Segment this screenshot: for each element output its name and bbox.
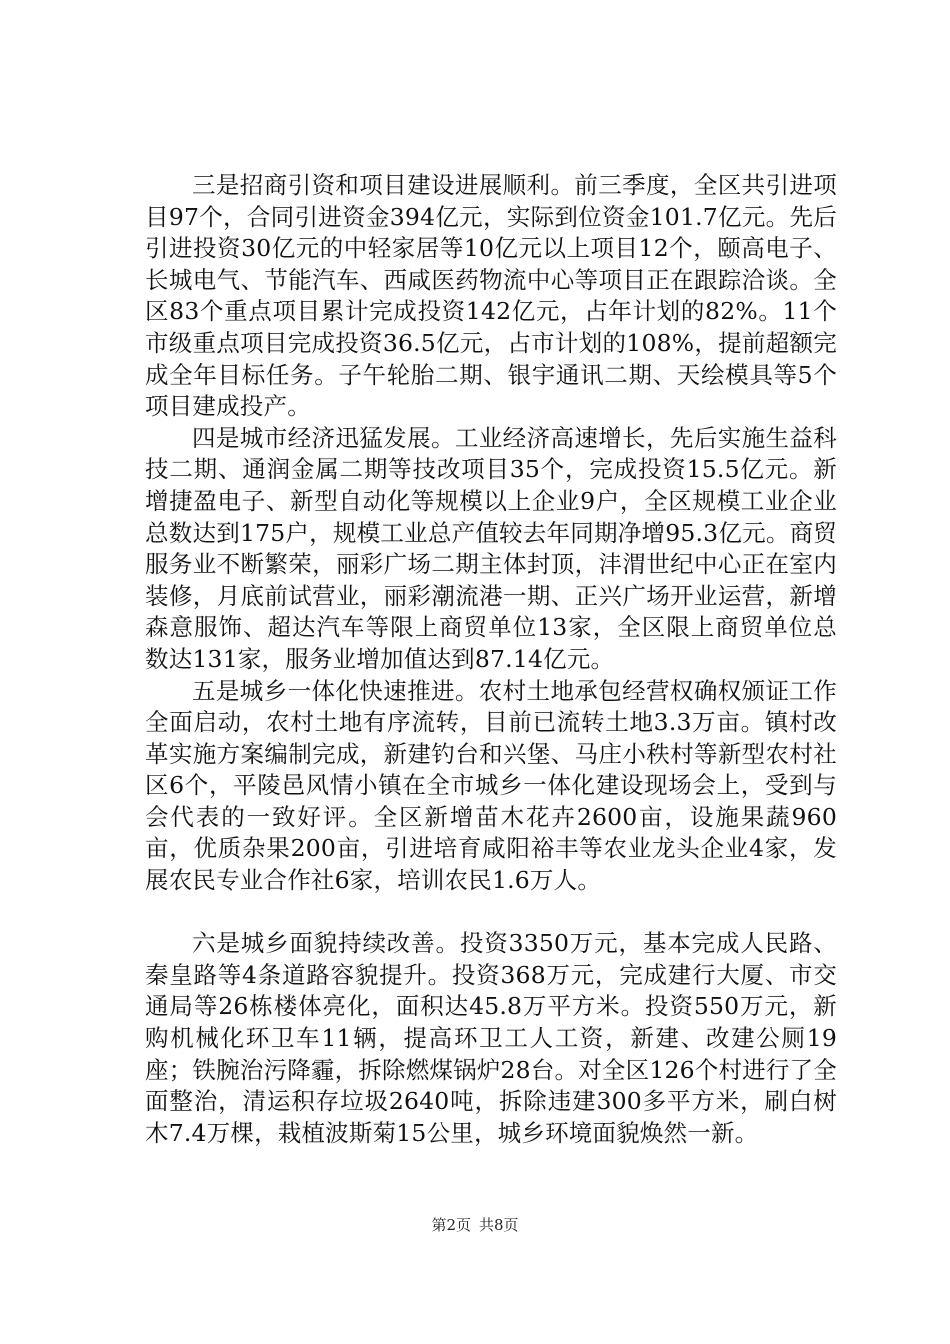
paragraph-investment: 三是招商引资和项目建设进展顺利。前三季度，全区共引进项目97个，合同引进资金394亿元，实际到位资金101.7亿元。先后引进投资30亿元的中轻家居等10亿元以上项目12个，颐高电子、长城电气、节能汽车、西咸医药物流中心等项目正在跟踪洽谈。全区83个重点项目累计完成投资142亿元，占年计划的82%。11个市级重点项目完成投资36.5亿元，占市计划的108%，提前超额完成全年目标任务。子午轮胎二期、银宇通讯二期、天绘模具等5个项目建成投产。 — [145, 171, 837, 421]
page-total: 共8页 — [479, 1216, 519, 1234]
page-number: 第2页 — [431, 1216, 471, 1234]
paragraph-urban-economy: 四是城市经济迅猛发展。工业经济高速增长，先后实施生益科技二期、通润金属二期等技改项目35个，完成投资15.5亿元。新增捷盈电子、新型自动化等规模以上企业9户，全区规模工业企业总数达到175户，规模工业总产值较去年同期净增95.3亿元。商贸服务业不断繁荣，丽彩广场二期主体封顶，沣渭世纪中心正在室内装修，月底前试营业，丽彩潮流港一期、正兴广场开业运营，新增森意服饰、超达汽车等限上商贸单位13家，全区限上商贸单位总数达131家，服务业增加值达到87.14亿元。 — [145, 423, 837, 673]
paragraph-urban-rural-integration: 五是城乡一体化快速推进。农村土地承包经营权确权颁证工作全面启动，农村土地有序流转，目前已流转土地3.3万亩。镇村改革实施方案编制完成，新建钓台和兴堡、马庄小秩村等新型农村社区6个，平陵邑风情小镇在全市城乡一体化建设现场会上，受到与会代表的一致好评。全区新增苗木花卉2600亩，设施果蔬960亩，优质杂果200亩，引进培育咸阳裕丰等农业龙头企业4家，发展农民专业合作社6家，培训农民1.6万人。 — [145, 676, 837, 895]
document-body — [145, 170, 837, 1149]
page-footer — [0, 1214, 950, 1235]
paragraph-urban-appearance: 六是城乡面貌持续改善。投资3350万元，基本完成人民路、秦皇路等4条道路容貌提升。投资368万元，完成建行大厦、市交通局等26栋楼体亮化，面积达45.8万平方米。投资550万元，新购机械化环卫车11辆，提高环卫工人工资，新建、改建公厕19座；铁腕治污降霾，拆除燃煤锅炉28台。对全区126个村进行了全面整治，清运积存垃圾2640吨，拆除违建300多平方米，刷白树木7.4万棵，栽植波斯菊15公里，城乡环境面貌焕然一新。 — [145, 929, 837, 1147]
